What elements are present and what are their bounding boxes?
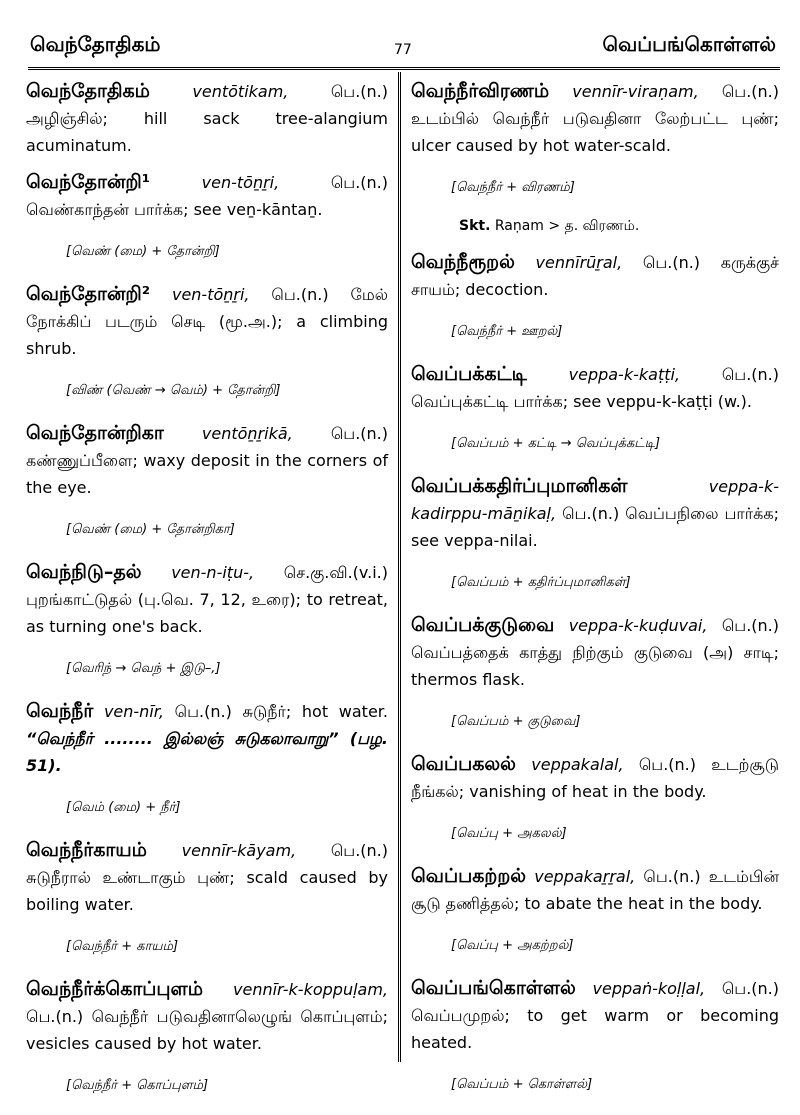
part-of-speech: பெ.(n.) bbox=[330, 82, 388, 101]
part-of-speech: செ.கு.வி.(v.i.) bbox=[283, 563, 388, 582]
etymology: [வெந்நீர் + ஊறல்] bbox=[451, 324, 563, 339]
headword: வெந்நீரூறல் bbox=[411, 251, 515, 273]
dictionary-entry bbox=[411, 863, 779, 955]
header-left-guide-word: வெந்தோதிகம் bbox=[30, 32, 161, 56]
right-column bbox=[411, 78, 779, 1114]
headword: வெந்தோன்றி¹ bbox=[26, 171, 151, 193]
headword: வெப்பகற்றல் bbox=[411, 865, 527, 887]
headword: வெந்நீர்காயம் bbox=[26, 839, 147, 861]
transliteration: ven-tōṉṟi, bbox=[201, 173, 280, 192]
part-of-speech: பெ.(n.) bbox=[642, 253, 701, 272]
dictionary-entry bbox=[411, 249, 779, 341]
transliteration: veppa-k-kadirppu-māṉikaḷ, bbox=[411, 477, 779, 523]
etymology: [வெந்நீர் + காயம்] bbox=[66, 939, 179, 954]
part-of-speech: பெ.(n.) bbox=[643, 867, 701, 886]
dictionary-entry bbox=[26, 281, 388, 400]
sanskrit-note bbox=[459, 217, 779, 235]
etymology: [வெண் (மை) + தோன்றிகா] bbox=[66, 522, 235, 537]
definition: சுடுநீர்; hot water. bbox=[242, 702, 388, 721]
transliteration: veppa-k-kaṭṭi, bbox=[568, 365, 681, 384]
page-number: 77 bbox=[394, 42, 412, 58]
column-divider bbox=[398, 72, 401, 1062]
definition: கண்ணுப்பீளை; waxy deposit in the corners of the eye. bbox=[26, 451, 388, 497]
definition: புறங்காட்டுதல் (பு.வெ. 7, 12, உரை); to retreat, as turning one's back. bbox=[26, 590, 388, 636]
definition: கருக்குச் சாயம்; decoction. bbox=[411, 253, 779, 299]
etymology: [வெந்நீர் + விரணம்] bbox=[451, 180, 575, 195]
headword: வெப்பக்குடுவை bbox=[411, 614, 555, 636]
definition: வெப்புக்கட்டி பார்க்க; see veppu-k-kaṭṭi (w.). bbox=[411, 392, 752, 411]
headword: வெந்தோன்றி² bbox=[26, 283, 151, 305]
etymology: [வெப்பு + அகலல்] bbox=[451, 826, 567, 841]
part-of-speech: பெ.(n.) bbox=[721, 979, 779, 998]
definition: உடம்பின் சூடு தணித்தல்; to abate the heat in the body. bbox=[411, 867, 779, 913]
literary-quotation: “வெந்நீர் ........ இல்லஞ் சுடுகலாவாறு” (பழ. 51). bbox=[26, 729, 388, 775]
definition: வெப்பநிலை பார்க்க; see veppa-nilai. bbox=[411, 504, 779, 550]
part-of-speech: பெ.(n.) bbox=[174, 702, 232, 721]
transliteration: veppakaṟṟal, bbox=[534, 867, 636, 886]
transliteration: veppakalal, bbox=[531, 755, 624, 774]
dictionary-entry bbox=[26, 976, 388, 1095]
dictionary-entry bbox=[26, 837, 388, 956]
dictionary-entry bbox=[411, 975, 779, 1094]
dictionary-entry bbox=[26, 559, 388, 678]
etymology: [வெப்பம் + கொள்ளல்] bbox=[451, 1077, 593, 1092]
headword: வெந்நீர் bbox=[26, 700, 94, 722]
etymology: [வெப்பு + அகற்றல்] bbox=[451, 938, 574, 953]
dictionary-entry bbox=[26, 78, 388, 159]
part-of-speech: பெ.(n.) bbox=[330, 841, 388, 860]
transliteration: veppaṅ-koḷḷal, bbox=[592, 979, 706, 998]
dictionary-entry bbox=[26, 420, 388, 539]
definition: மேல் நோக்கிப் படரும் செடி (மூ.அ.); a climbing shrub. bbox=[26, 285, 388, 358]
part-of-speech: பெ.(n.) bbox=[721, 82, 779, 101]
definition: வெண்காந்தன் பார்க்க; see veṉ-kāntaṉ. bbox=[26, 200, 323, 219]
transliteration: ven-n-iṭu-, bbox=[171, 563, 255, 582]
dictionary-entry bbox=[411, 361, 779, 453]
headword: வெப்பக்கதிர்ப்புமானிகள் bbox=[411, 475, 628, 497]
transliteration: ventōtikam, bbox=[192, 82, 289, 101]
etymology: [வெம் (மை) + நீர்] bbox=[66, 800, 181, 815]
header-rule bbox=[28, 67, 780, 70]
part-of-speech: பெ.(n.) bbox=[271, 285, 329, 304]
transliteration: vennīrūṟal, bbox=[535, 253, 623, 272]
dictionary-entry bbox=[26, 698, 388, 817]
etymology: [வெப்பம் + கட்டி → வெப்புக்கட்டி] bbox=[451, 436, 661, 451]
etymology: [வெந்நீர் + கொப்புளம்] bbox=[66, 1078, 209, 1093]
part-of-speech: பெ.(n.) bbox=[26, 1007, 84, 1026]
transliteration: ventōṉṟikā, bbox=[201, 424, 293, 443]
headword: வெப்பங்கொள்ளல் bbox=[411, 977, 576, 999]
definition: உடற்சூடு நீங்கல்; vanishing of heat in the body. bbox=[411, 755, 780, 801]
headword: வெந்தோதிகம் bbox=[26, 80, 150, 102]
part-of-speech: பெ.(n.) bbox=[638, 755, 696, 774]
transliteration: ven-tōṉṟi, bbox=[171, 285, 250, 304]
sanskrit-label: Skt. bbox=[459, 218, 491, 234]
etymology: [விண் (வெண் → வெம்) + தோன்றி] bbox=[66, 383, 281, 398]
etymology: [வெப்பம் + குடுவை] bbox=[451, 714, 581, 729]
part-of-speech: பெ.(n.) bbox=[562, 504, 620, 523]
dictionary-entry bbox=[411, 612, 779, 731]
definition: வெப்பத்தைக் காத்து நிற்கும் குடுவை (அ) சாடி; thermos flask. bbox=[411, 643, 779, 689]
transliteration: ven-nīr, bbox=[103, 702, 164, 721]
sanskrit-text: Raṇam > த. விரணம். bbox=[494, 218, 640, 234]
headword: வெப்பக்கட்டி bbox=[411, 363, 527, 385]
definition: அழிஞ்சில்; hill sack tree-alangium acuminatum. bbox=[26, 109, 388, 155]
dictionary-entry bbox=[26, 169, 388, 261]
headword: வெந்தோன்றிகா bbox=[26, 422, 164, 444]
headword: வெந்நீர்விரணம் bbox=[411, 80, 550, 102]
header-right-guide-word: வெப்பங்கொள்ளல் bbox=[602, 32, 776, 56]
definition: சுடுநீரால் உண்டாகும் புண்; scald caused by boiling water. bbox=[26, 868, 388, 914]
transliteration: veppa-k-kuḍuvai, bbox=[568, 616, 708, 635]
dictionary-entry bbox=[411, 751, 779, 843]
definition: வெந்நீர் படுவதினாலெழுங் கொப்புளம்; vesicles caused by hot water. bbox=[26, 1007, 388, 1053]
part-of-speech: பெ.(n.) bbox=[721, 365, 779, 384]
headword: வெப்பகலல் bbox=[411, 753, 516, 775]
left-column bbox=[26, 78, 388, 1115]
headword: வெந்நீர்க்கொப்புளம் bbox=[26, 978, 203, 1000]
headword: வெந்நிடு–தல் bbox=[26, 561, 142, 583]
transliteration: vennīr-k-koppuḷam, bbox=[233, 980, 388, 999]
definition: வெப்பமுறல்; to get warm or becoming heated. bbox=[411, 1006, 779, 1052]
dictionary-entry bbox=[411, 473, 779, 592]
definition: உடம்பில் வெந்நீர் படுவதினா லேற்பட்ட புண்; ulcer caused by hot water-scald. bbox=[411, 109, 779, 155]
part-of-speech: பெ.(n.) bbox=[330, 173, 388, 192]
etymology: [வெப்பம் + கதிர்ப்புமானிகள்] bbox=[451, 575, 631, 590]
part-of-speech: பெ.(n.) bbox=[721, 616, 779, 635]
dictionary-entry bbox=[411, 78, 779, 235]
page-header bbox=[30, 28, 776, 64]
part-of-speech: பெ.(n.) bbox=[330, 424, 388, 443]
etymology: [வெரிந் → வெந் + இடு–,] bbox=[66, 661, 221, 676]
etymology: [வெண் (மை) + தோன்றி] bbox=[66, 244, 220, 259]
transliteration: vennīr-kāyam, bbox=[181, 841, 297, 860]
transliteration: vennīr-viraṇam, bbox=[572, 82, 699, 101]
